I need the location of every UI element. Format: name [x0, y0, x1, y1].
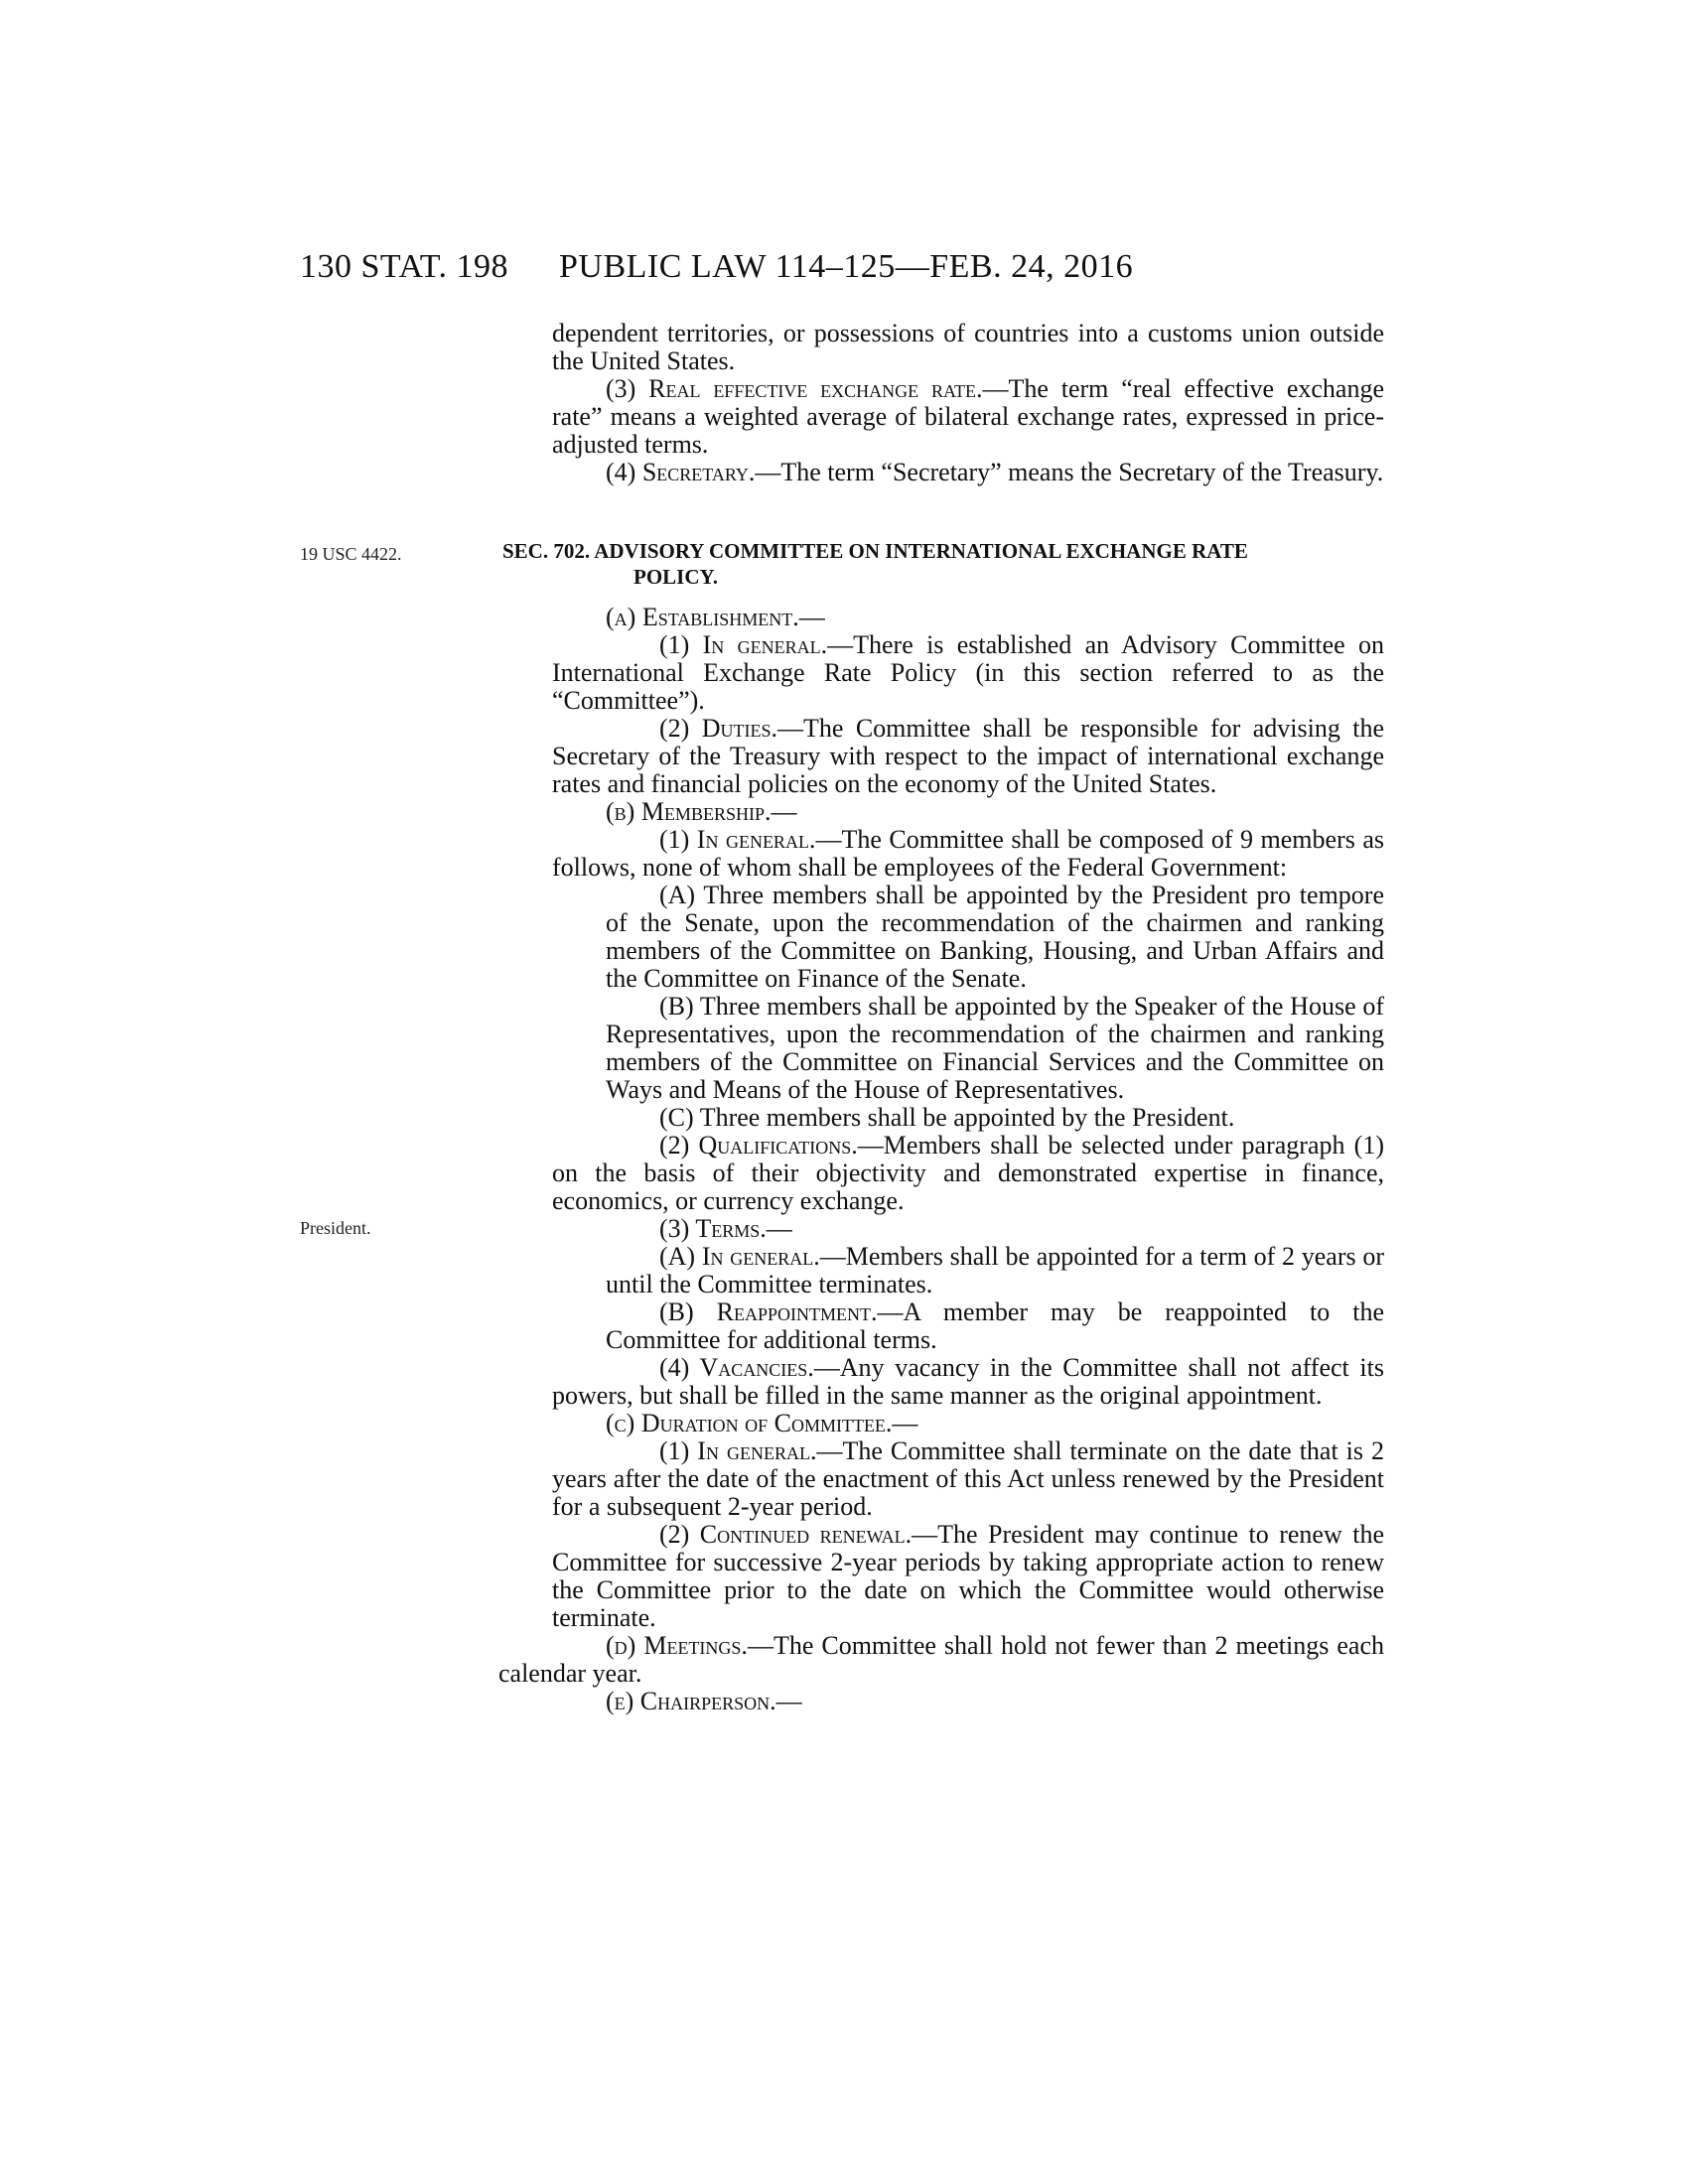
subsection-c2-heading: (2) Continued renewal.: [659, 1520, 913, 1549]
subsection-b1: [552, 826, 1384, 882]
subsection-b-heading: [552, 798, 1384, 826]
subparagraph-b3-A-heading: (A) In general.: [659, 1242, 820, 1271]
section-heading: [502, 538, 1384, 590]
subparagraph-b3-A-text: —Members shall be appointed for a term of 2 years or until the Committee terminates.: [606, 1242, 1385, 1298]
statute-text-top: [552, 320, 1384, 486]
subsection-d-heading: (d) Meetings.: [606, 1631, 748, 1660]
continued-paragraph: dependent territories, or possessions of countries into a customs union outside the United States.: [552, 319, 1384, 375]
subsection-b2-heading: (2) Qualifications.: [659, 1131, 858, 1160]
public-law-heading: PUBLIC LAW 114–125—FEB. 24, 2016: [559, 248, 1134, 285]
subsection-b1-text: —The Committee shall be composed of 9 members as follows, none of whom shall be employees of the Federal Government:: [552, 825, 1384, 882]
section-heading-line-1: SEC. 702. ADVISORY COMMITTEE ON INTERNATIONAL EXCHANGE RATE: [502, 539, 1248, 563]
definition-3: [552, 375, 1384, 459]
section-heading-line-2: POLICY.: [633, 565, 718, 589]
subsection-d-text: —The Committee shall hold not fewer than 2 meetings each calendar year.: [498, 1631, 1384, 1688]
subsection-e-label: (e) Chairperson.—: [606, 1687, 802, 1715]
margin-note-president: President.: [300, 1218, 371, 1238]
subsection-a-heading: [552, 604, 1384, 631]
subsection-a2-heading: (2) Duties.: [659, 714, 777, 743]
subsection-e-heading: [552, 1688, 1384, 1715]
subsection-c1-heading: (1) In general.: [659, 1436, 817, 1465]
subsection-c1: [552, 1437, 1384, 1521]
subparagraph-b1-B: (B) Three members shall be appointed by the Speaker of the House of Representatives, upon the recommendation of the chairmen and ranking members of the Committee on Financial Services and the Committee on Ways and Means of the House of Representatives.: [606, 992, 1384, 1104]
subparagraph-b3-B-heading: (B) Reappointment.: [659, 1297, 878, 1326]
subsection-b3-heading: [552, 1215, 1384, 1243]
subparagraph-b1-C: (C) Three members shall be appointed by the President.: [659, 1103, 1235, 1132]
subsection-c-heading: [552, 1410, 1384, 1437]
page-stat-reference: 130 STAT. 198: [300, 248, 508, 285]
subsection-b4-heading: (4) Vacancies.: [659, 1353, 814, 1382]
subsection-a-label: (a) Establishment.—: [606, 603, 825, 631]
subsection-c2-text: —The President may continue to renew the Committee for successive 2-year periods by taking appropriate action to renew the Committee prior to the date on which the Committee would otherwise terminate.: [552, 1520, 1384, 1632]
subparagraph-b3-A: [552, 1243, 1384, 1298]
subsection-b3-label: (3) Terms.—: [659, 1214, 792, 1243]
subsection-b2-text: —Members shall be selected under paragraph (1) on the basis of their objectivity and demonstrated expertise in finance, economics, or currency exchange.: [552, 1131, 1384, 1215]
subsection-b4-text: —Any vacancy in the Committee shall not affect its powers, but shall be filled in the same manner as the original appointment.: [552, 1353, 1384, 1410]
subparagraph-b3-B-text: —A member may be reappointed to the Committee for additional terms.: [606, 1297, 1385, 1354]
subsection-a2-text: —The Committee shall be responsible for advising the Secretary of the Treasury with respect to the impact of international exchange rates and financial policies on the economy of the United States.: [552, 714, 1385, 798]
margin-note-usc: 19 USC 4422.: [300, 544, 402, 564]
page-header: [0, 248, 1688, 288]
statute-text-main: [498, 603, 1385, 1715]
subsection-c2: [552, 1521, 1384, 1632]
subsection-b4: [552, 1354, 1384, 1410]
definition-4-heading: (4) Secretary.: [606, 458, 756, 486]
subsection-a1-heading: (1) In general.: [659, 630, 828, 659]
subsection-c-label: (c) Duration of Committee.—: [606, 1409, 918, 1437]
subparagraph-b3-B: [552, 1298, 1384, 1354]
subsection-d: [498, 1632, 1384, 1688]
subsection-b1-heading: (1) In general.: [659, 825, 816, 854]
subsection-a1-text: —There is established an Advisory Committee on International Exchange Rate Policy (in this section referred to as the “Committee”).: [552, 630, 1384, 715]
subsection-a1: [552, 631, 1384, 715]
subsection-b-label: (b) Membership.—: [606, 797, 797, 826]
subsection-b2: [552, 1132, 1384, 1215]
subsection-a2: [552, 715, 1384, 798]
definition-3-heading: (3) Real effective exchange rate.: [606, 374, 983, 403]
definition-3-text: —The term “real effective exchange rate” means a weighted average of bilateral exchange rates, expressed in price-adjusted terms.: [552, 374, 1385, 459]
definition-4-text: —The term “Secretary” means the Secretary of the Treasury.: [755, 458, 1384, 486]
subsection-c1-text: —The Committee shall terminate on the date that is 2 years after the date of the enactment of this Act unless renewed by the President for a subsequent 2-year period.: [552, 1436, 1385, 1521]
definition-4: [552, 459, 1384, 486]
subparagraph-b1-A: (A) Three members shall be appointed by the President pro tempore of the Senate, upon the recommendation of the chairmen and ranking members of the Committee on Banking, Housing, and Urban Affairs and the Committee on Finance of the Senate.: [606, 881, 1384, 993]
